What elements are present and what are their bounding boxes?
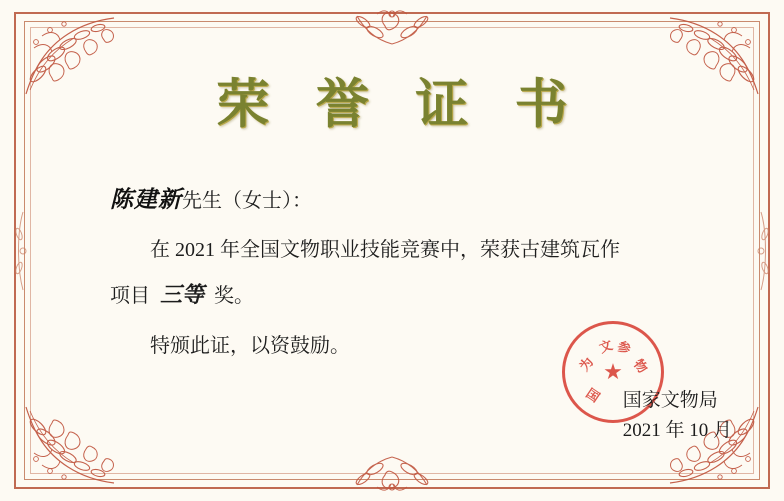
award-level: 三等 — [160, 281, 205, 308]
award-project-prefix: 项目 — [110, 284, 150, 307]
floral-crest-ornament-icon — [317, 453, 467, 499]
salutation-line — [110, 178, 686, 223]
page-title: 荣 誉 证 书 — [216, 73, 582, 135]
floral-side-ornament-icon — [8, 206, 38, 296]
seal-char-left: 为 — [576, 354, 597, 374]
issue-date: 2021 年 10 月 — [622, 419, 732, 441]
seal-char-top-left: 文 — [597, 337, 615, 356]
floral-side-ornament-icon — [746, 206, 776, 296]
seal-char-top-right: 参 — [615, 338, 633, 357]
seal-char-bottom-left: 国 — [583, 385, 603, 406]
body-paragraph-2 — [110, 274, 686, 317]
signature-block — [623, 386, 732, 445]
recipient-name: 陈建新 — [110, 186, 182, 213]
floral-crest-ornament-icon — [317, 2, 467, 48]
award-suffix: 奖。 — [214, 284, 255, 307]
salutation-suffix: 先生（女士）： — [182, 190, 312, 212]
seal-char-right: 物 — [630, 356, 651, 376]
seal-star-icon: ★ — [603, 359, 623, 384]
body-paragraph-1: 在 2021 年全国文物职业技能竞赛中，荣获古建筑瓦作 — [150, 238, 620, 261]
body-paragraph-3: 特颁此证，以资鼓励。 — [150, 334, 350, 357]
issuer-name: 国家文物局 — [622, 390, 718, 412]
